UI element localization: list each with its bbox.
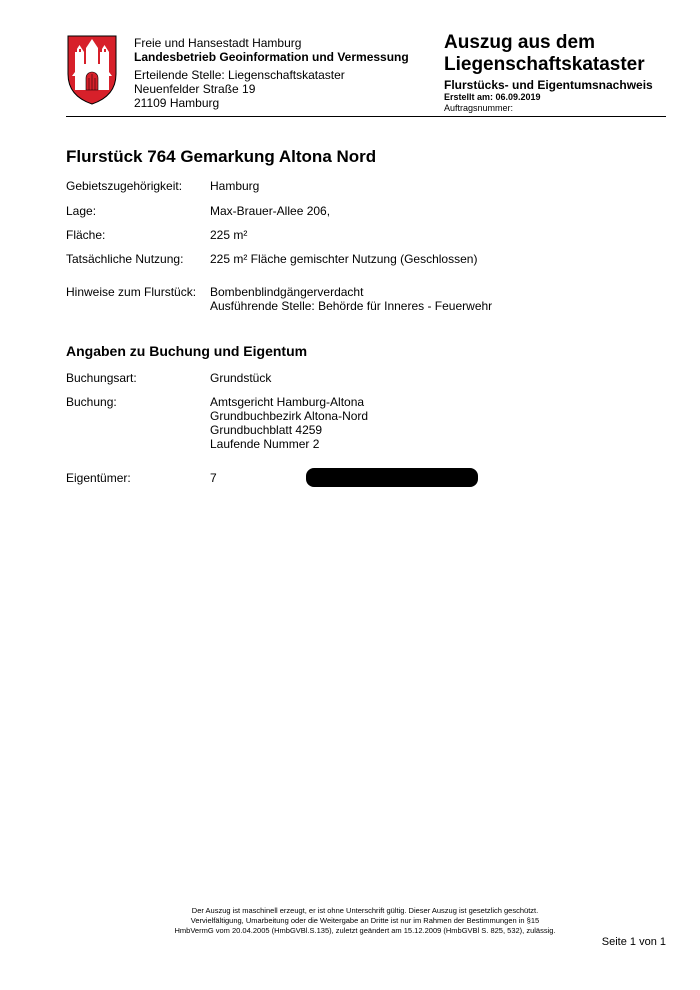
booking-type-label: Buchungsart: xyxy=(66,371,137,385)
field-label: Lage: xyxy=(66,204,97,218)
note-line: Ausführende Stelle: Behörde für Inneres - Feuerwehr xyxy=(210,299,493,313)
booking-label: Buchung: xyxy=(66,395,117,409)
booking-line: Grundbuchbezirk Altona-Nord xyxy=(210,409,369,423)
booking-line: Laufende Nummer 2 xyxy=(210,437,320,451)
field-value: 225 m² xyxy=(210,228,248,242)
created-date: Erstellt am: 06.09.2019 xyxy=(444,92,541,102)
field-value: 225 m² Fläche gemischter Nutzung (Geschlossen) xyxy=(210,252,478,266)
notes-label: Hinweise zum Flurstück: xyxy=(66,285,197,299)
page-number: Seite 1 von 1 xyxy=(601,936,666,948)
owner-label: Eigentümer: xyxy=(66,471,131,485)
booking-line: Grundbuchblatt 4259 xyxy=(210,423,323,437)
header-divider xyxy=(66,116,666,117)
issuer-address xyxy=(134,36,409,110)
notes-value xyxy=(210,285,492,313)
parcel-heading: Flurstück 764 Gemarkung Altona Nord xyxy=(66,147,377,166)
owner-number: 7 xyxy=(210,471,217,485)
document-subtitle: Flurstücks- und Eigentumsnachweis xyxy=(444,78,653,92)
footer-line: Der Auszug ist maschinell erzeugt, er ist ohne Unterschrift gültig. Dieser Auszug ist gesetzlich geschützt. xyxy=(191,906,539,915)
street-address: Neuenfelder Straße 19 xyxy=(134,82,256,96)
footer-line: HmbVermG vom 20.04.2005 (HmbGVBl.S.135), zuletzt geändert am 15.12.2009 (HmbGVBl S. 825, 532), zulässig. xyxy=(174,926,556,935)
order-number: Auftragsnummer: xyxy=(444,103,514,113)
field-value: Max-Brauer-Allee 206, xyxy=(210,204,331,218)
field-value: Hamburg xyxy=(210,179,260,193)
redaction-bar xyxy=(306,468,478,487)
booking-heading: Angaben zu Buchung und Eigentum xyxy=(66,343,308,359)
booking-line: Amtsgericht Hamburg-Altona xyxy=(210,395,365,409)
city-address: 21109 Hamburg xyxy=(134,96,220,110)
field-label: Fläche: xyxy=(66,228,106,242)
field-label: Gebietszugehörigkeit: xyxy=(66,179,183,193)
note-line: Bombenblindgängerverdacht xyxy=(210,285,364,299)
document-title-block xyxy=(444,32,653,114)
booking-value xyxy=(210,395,368,451)
document-title-line2: Liegenschaftskataster xyxy=(444,54,645,75)
issuing-office: Erteilende Stelle: Liegenschaftskataster xyxy=(134,68,345,82)
document-title-line1: Auszug aus dem xyxy=(444,32,595,53)
footer-line: Vervielfältigung, Umarbeitung oder die Weitergabe an Dritte ist nur im Rahmen der Bestimmungen in §15 xyxy=(190,916,540,925)
legal-footer xyxy=(110,906,620,936)
hamburg-coat-of-arms-icon xyxy=(66,34,118,106)
field-label: Tatsächliche Nutzung: xyxy=(66,252,184,266)
agency-name: Landesbetrieb Geoinformation und Vermessung xyxy=(134,50,409,64)
org-name: Freie und Hansestadt Hamburg xyxy=(134,36,302,50)
booking-type-value: Grundstück xyxy=(210,371,272,385)
